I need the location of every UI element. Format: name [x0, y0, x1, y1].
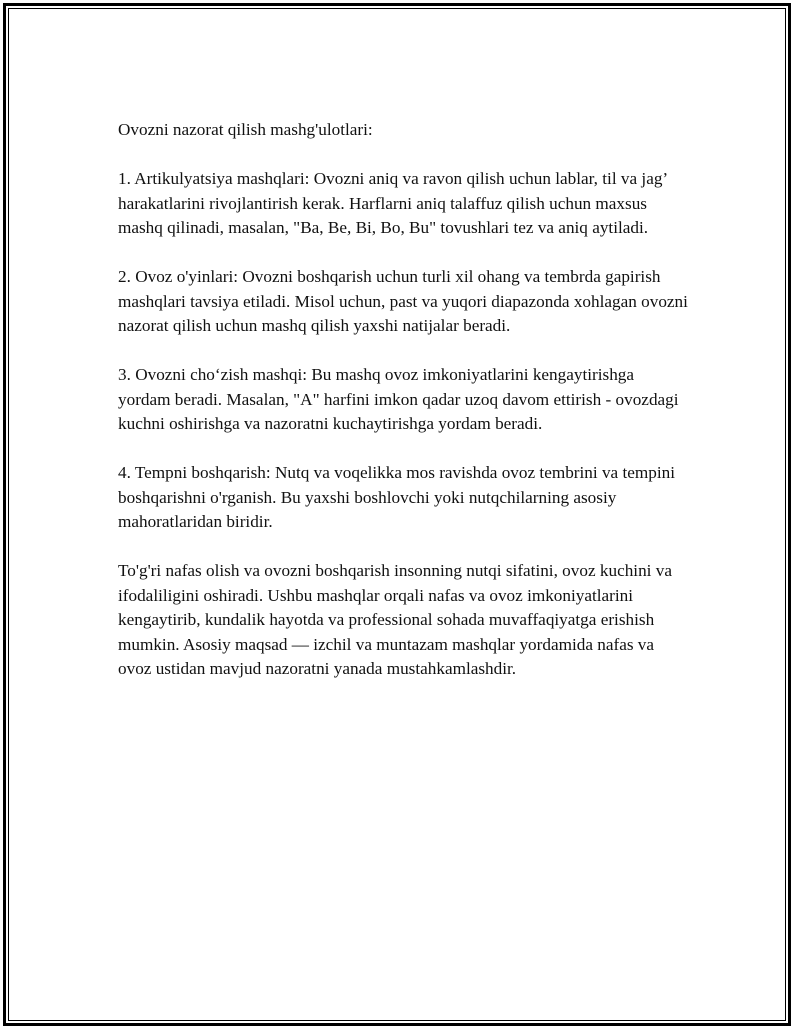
document-heading: Ovozni nazorat qilish mashg'ulotlari:: [118, 120, 373, 139]
paragraph-conclusion: To'g'ri nafas olish va ovozni boshqarish insonning nutqi sifatini, ovoz kuchini va ifodaliligini oshiradi. Ushbu mashqlar orqali nafas va ovoz imkoniyatlarini kengaytirib, kundalik hayotda va professional sohada muvaffaqiyatga erishish mumkin. Asosiy maqsad — izchil va muntazam mashqlar yordamida nafas va ovoz ustidan mavjud nazoratni yanada mustahkamlashdir.: [118, 561, 672, 678]
paragraph-tempo: 4. Tempni boshqarish: Nutq va voqelikka mos ravishda ovoz tembrini va tempini boshqarishni o'rganish. Bu yaxshi boshlovchi yoki nutqchilarning asosiy mahoratlaridan biridir.: [118, 463, 675, 531]
paragraph-voice-stretch: 3. Ovozni cho‘zish mashqi: Bu mashq ovoz imkoniyatlarini kengaytirishga yordam beradi. Masalan, "A" harfini imkon qadar uzoq davom ettirish - ovozdagi kuchni oshirishga va nazoratni kuchaytirishga yordam beradi.: [118, 365, 679, 433]
document-body: [118, 118, 688, 706]
paragraph-voice-games: 2. Ovoz o'yinlari: Ovozni boshqarish uchun turli xil ohang va tembrda gapirish mashqlari tavsiya etiladi. Misol uchun, past va yuqori diapazonda xohlagan ovozni nazorat qilish uchun mashq qilish yaxshi natijalar beradi.: [118, 267, 688, 335]
paragraph-articulation: 1. Artikulyatsiya mashqlari: Ovozni aniq va ravon qilish uchun lablar, til va jag’ harakatlarini rivojlantirish kerak. Harflarni aniq talaffuz qilish uchun maxsus mashq qilinadi, masalan, "Ba, Be, Bi, Bo, Bu" tovushlari tez va aniq aytiladi.: [118, 169, 667, 237]
